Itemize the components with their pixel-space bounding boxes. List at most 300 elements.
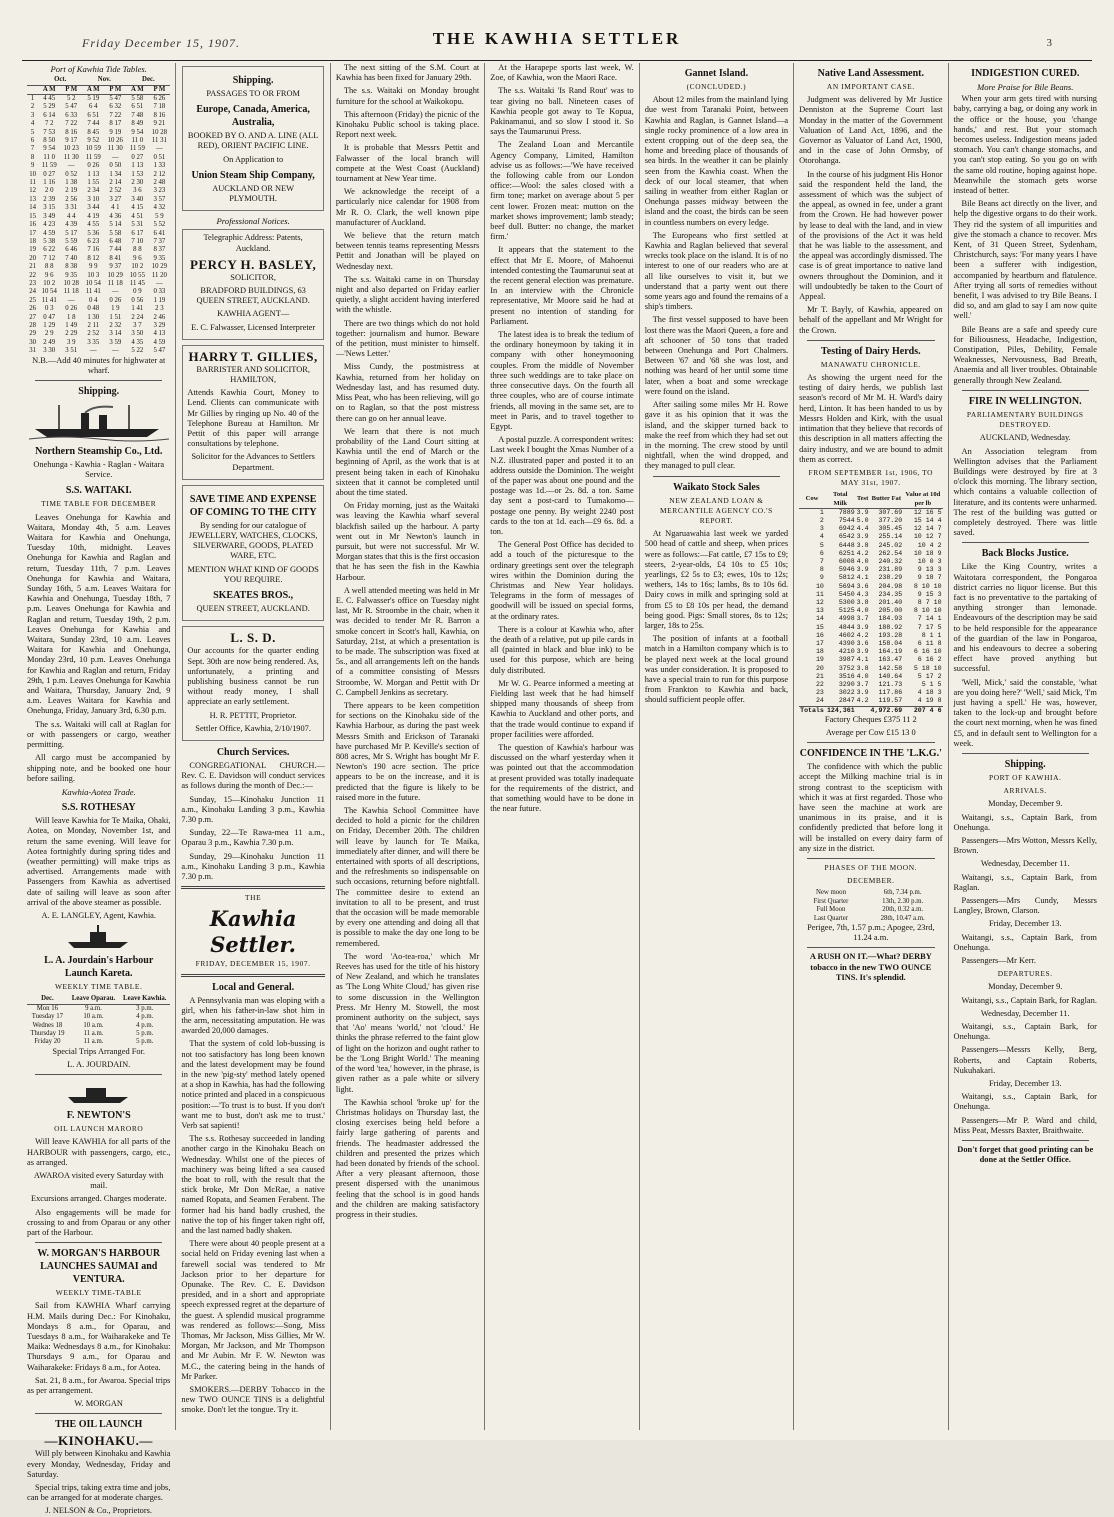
tide-cell: 1 55 <box>87 179 100 187</box>
tide-cell: 24 <box>29 288 36 296</box>
herd-cell: 305.45 <box>878 525 903 533</box>
shipping-date: Friday, December 13. <box>989 919 1062 929</box>
skeates-heading: SAVE TIME AND EXPENSE OF COMING TO THE CITY <box>189 493 317 518</box>
skeates-ad <box>182 485 323 621</box>
tide-cell: — <box>111 153 119 161</box>
tide-cell: 2 39 <box>43 195 56 203</box>
herd-cell: 231.89 <box>878 566 903 574</box>
herd-cell: 238.29 <box>878 574 903 582</box>
excursions-note: Excursions arranged. Charges moderate. <box>30 1194 167 1204</box>
tide-cell: 1 30 <box>87 313 100 321</box>
tide-cell: 10 29 <box>151 263 168 271</box>
herd-cell: 4.3 <box>856 590 869 598</box>
stock-sales-heading: Waikato Stock Sales <box>673 481 760 493</box>
tide-cell: 3 57 <box>153 195 166 203</box>
shipping-date: Wednesday, December 11. <box>980 859 1070 869</box>
tide-cell: 3 31 <box>65 204 78 212</box>
herd-cell: 7 <box>819 557 824 565</box>
tide-column-header: P M <box>60 85 82 94</box>
news-item: We believe that the return match between tennis teams representing Messrs Pettit and Jonathan will be played on Wednesday next. <box>335 231 480 271</box>
news-item: A well attended meeting was held in Mr E. C. Falwasser's office on Tuesday night last, Mr R. Stroombe in the chair, when it was decided to tender Mr R. Barron a smoke concert in Scott's hall, Kawhia, on Saturday, 21st, at which a presentation is to be made. The subscription was fixed at 5s., and all arrangements left on the hands of a committee consisting of Messrs Stroombe, W. Morgan and Pettit with Dr C. Campbell Jenkins as secretary. <box>335 585 480 697</box>
basley-ad <box>182 229 323 339</box>
shipping-entry: Waitangi, s.s., Captain Bark, for Onehunga. <box>953 1022 1097 1042</box>
herd-cell: 4.2 <box>856 697 869 705</box>
column-6 <box>794 63 948 1430</box>
column-2 <box>176 63 330 1430</box>
herd-cell: 4.1 <box>856 656 869 664</box>
tide-cell: 9 <box>30 162 35 170</box>
shipping-passengers: Passengers—Mr Kerr. <box>961 956 1036 966</box>
average-per-cow: Average per Cow £15 13 0 <box>825 728 916 737</box>
tide-cell: 4 <box>30 120 35 128</box>
news-item: The Zealand Loan and Mercantile Agency Company, Limited, Hamilton advise us as follows:—'We have received the following cable from our London office:—Wool: the sales closed with a firm tone; market on average about 5 per cent lower. Frozen meat: mutton on the market shows improvement; lamb steady; beef dull. Butter: no change, the market firm.' <box>490 140 634 242</box>
tide-cell: 0 50 <box>109 162 122 170</box>
tide-cell: 2 49 <box>43 338 56 346</box>
tide-column-header: A M <box>126 85 148 94</box>
timetable-column-header: Leave Kawhia. <box>119 995 170 1004</box>
herd-cell: 3.6 <box>856 582 869 590</box>
table-row <box>799 566 942 574</box>
table-row <box>27 95 170 104</box>
table-row <box>27 330 170 338</box>
news-item: The s.s. Waitaki 'Is Rand Rout' was to tear giving no ball. Nineteen cases of Kawhia people got away to Te Kopua, Pakinamanui, and so slow I stood it. So says the Taumarunui Press. <box>490 86 634 137</box>
herd-cell: 8 <box>819 566 824 574</box>
jourdain-heading: L. A. Jourdain's Harbour Launch Kareta. <box>44 955 154 980</box>
tide-cell: 26 <box>29 305 36 313</box>
herd-cell: 19 <box>815 656 824 664</box>
herd-cell: 3.8 <box>856 664 869 672</box>
timetable-cell: 5 p.m. <box>136 1029 154 1037</box>
tide-cell: 7 48 <box>131 111 144 119</box>
tide-cell: 2 52 <box>87 330 100 338</box>
timetable-cell: 5 p.m. <box>136 1038 154 1046</box>
herd-cell: 4 19 8 <box>917 697 942 705</box>
tide-cell: 2 24 <box>131 313 144 321</box>
herd-cell: 204.98 <box>878 582 903 590</box>
column-7 <box>949 63 1102 1430</box>
barrister-label: BARRISTER AND SOLICITOR, HAMILTON, <box>196 364 310 385</box>
kinohaku-body: Will ply between Kinohaku and Kawhia every Monday, Wednesday, Friday and Saturday. <box>27 1449 171 1479</box>
tide-cell: — <box>67 296 75 304</box>
local-item: A Pennsylvania man was eloping with a girl, when his father-in-law shot him in the arm, necessitating amputation. He was awarded 20,000 damages. <box>181 995 325 1036</box>
tide-cell: 1 51 <box>109 313 122 321</box>
herd-cell: 1 <box>819 508 824 516</box>
timetable-body: Leaves Onehunga for Kawhia and Waitara, Monday 4th, 5 a.m. Leaves Waitara for Kawhia and Onehunga, Tuesday 10th, midnight. Leaves Onehunga for Kawhia and Raglan and return, Tuesday 11th, 7 p.m. Leaves Onehunga for Kawhia and Waitara, Sunday 16th, 5 a.m. Leaves Waitara for Kawhia and Onehunga, Tuesday 18th, 7 p.m. Leaves Onehunga for Kawhia and Raglan and return, Tuesday 19th, 2 p.m. Leaves Onehunga for Kawhia and Waitara, Sunday 23rd, 10 a.m. Leaves Waitara for Kawhia and Onehunga, Monday 23rd, 10 p.m. Leaves Onehunga for Kawhia and Raglan and return, Friday 29th, 1 p.m. Leaves Onehunga for Kawhia and Waitara, Thursday, January 2nd, 9 a.m. Leaves Waitara for Kawhia and Onehunga, Friday, January 3rd, 6.30 p.m. <box>27 512 171 716</box>
news-item: A postal puzzle. A correspondent writes: Last week I bought the Xmas Number of a N.Z. illustrated paper and posted it to an address outside the Dominion. The weight of the paper was about one pound and the postage was 1d.—or 2s. 8d. a ton. Same day sent a post-card to Tumakomo—postage one penny. By weight 2240 post cards to the ton at 1d. each—£9 6s. 8d. a ton. <box>490 435 634 536</box>
tide-cell: 9 19 <box>109 128 122 136</box>
december-heading: DECEMBER. <box>847 876 895 886</box>
news-item: We acknowledge the receipt of a particularly nice calendar for 1908 from Mr R. O. Clark, the well known pipe manufacturer of Auckland. <box>335 187 480 227</box>
tide-cell: 11 30 <box>63 153 79 161</box>
news-item: The General Post Office has decided to add a touch of the picturesque to the ordinary greetings sent over the telegraph wires within the Dominion during the Christmas and New Year holidays. Telegrams in the form of messages of goodwill will be issued on special forms, at the ordinary rates. <box>490 540 634 621</box>
herd-cell: 15 14 4 <box>913 516 942 524</box>
tide-cell: 4 19 <box>87 212 100 220</box>
herd-cell: 3987 <box>838 656 855 664</box>
herd-cell: 4390 <box>838 639 855 647</box>
article-paragraph: As showing the urgent need for the testing of dairy herds, we publish last season's record of Mr M. H. Ward's dairy herd, Linton. It has been handed to us by Messrs Holden and Kirk, with the usual intimation that they believe that records of this description in all matters affecting the dairy industry, and we are bound to admit them as correct. <box>799 373 943 464</box>
timetable-cell: Tuesday 17 <box>31 1013 64 1021</box>
timetable-note-2: All cargo must be accompanied by shipping note, and be booked one hour before sailing. <box>27 753 171 783</box>
tide-cell: 6 4 <box>89 103 98 111</box>
tide-cell: 3 15 <box>43 204 56 212</box>
tide-cell: 11 20 <box>151 271 167 279</box>
tide-cell: 4 1 <box>111 204 120 212</box>
church-heading: Church Services. <box>216 746 290 758</box>
confidence-heading: CONFIDENCE IN THE 'L.K.G.' <box>799 748 942 760</box>
shipping-entry: Waitangi, s.s., Captain Bark, from Raglan. <box>953 872 1097 892</box>
dairy-herds-heading: Testing of Dairy Herds. <box>821 345 921 357</box>
herd-cell: 193.28 <box>878 631 903 639</box>
timetable-cell: Wednes 18 <box>32 1021 63 1029</box>
herd-cell: 5450 <box>838 590 855 598</box>
tide-cell: 7 22 <box>109 111 122 119</box>
tide-cell: 9 6 <box>133 254 142 262</box>
tide-cell: 11 18 <box>63 288 79 296</box>
nsc-route: Onehunga - Kawhia - Raglan - Waitara Service. <box>33 460 165 480</box>
tide-cell: 5 58 <box>109 229 122 237</box>
herd-cell: 20 <box>815 664 824 672</box>
table-row <box>27 112 170 120</box>
tide-cell: 28 <box>29 321 36 329</box>
tide-cell: 9 21 <box>153 120 166 128</box>
herd-cell: 307.69 <box>878 508 903 516</box>
printing-notice: Don't forget that good printing can be done at the Settler Office. <box>957 1145 1094 1165</box>
tide-cell: 1 13 <box>87 170 100 178</box>
herd-total-cell: Totals <box>800 706 824 714</box>
herd-cell: 3.9 <box>856 623 869 631</box>
tide-cell: 11 59 <box>129 145 145 153</box>
arrivals-heading: ARRIVALS. <box>1003 786 1047 796</box>
columns <box>22 63 1102 1516</box>
solicitor-label: SOLICITOR, <box>230 272 276 282</box>
timetable-note: The s.s. Waitaki will call at Raglan for or with passengers or cargo, weather permitting. <box>27 719 171 750</box>
tide-cell: 5 29 <box>43 103 56 111</box>
tide-cell: 5 14 <box>109 221 122 229</box>
herd-cell: 15 <box>815 623 824 631</box>
launch-timetable <box>27 995 170 1046</box>
tide-cell: 8 8 <box>44 263 54 271</box>
tide-cell: 23 <box>29 279 36 287</box>
herd-cell: 4 <box>819 533 824 541</box>
herd-cell: 164.19 <box>878 648 903 656</box>
tide-cell: 9 37 <box>109 263 122 271</box>
tide-cell: 8 49 <box>131 120 144 128</box>
tide-cell: 10 3 <box>87 271 100 279</box>
news-item: The s.s. Waitaki came in on Thursday night and also departed on Friday earlier quietly, a slight accident having interfered with the whistle. <box>335 274 480 315</box>
tide-cell: 5 47 <box>153 347 166 355</box>
news-item: The question of Kawhia's harbour was discussed on the wharf yesterday when it was pointed out that the accommodation at present provided was totally inadequate for the requirements of the district, and that something would have to be done in the near future. <box>490 743 634 814</box>
table-row <box>27 263 170 271</box>
kawhia-aotea-heading: Kawhia-Aotea Trade. <box>61 786 136 797</box>
morgan-signature: W. MORGAN <box>74 1399 123 1409</box>
herd-column-header: Butter Fat <box>870 491 904 508</box>
tide-cell: 9 35 <box>65 271 78 279</box>
gannet-concluded: (CONCLUDED.) <box>686 82 747 91</box>
herd-total-cell <box>856 706 870 715</box>
tide-cell: 0 4 <box>89 296 98 304</box>
herd-cell: 8 1 1 <box>921 631 942 639</box>
telegraphic-address: Telegraphic Address: Patents, Auckland. <box>203 233 303 253</box>
news-item: At the Harapepe sports last week, W. Zoe, of Kawhia, won the Maori Race. <box>490 63 634 83</box>
herd-cell: 2847 <box>838 697 855 705</box>
tide-cell: 10 54 <box>85 279 101 287</box>
weekly-timetable-heading-2: WEEKLY TIME-TABLE <box>55 1288 142 1298</box>
shipping-entry: Waitangi, s.s., Captain Bark, from Onehunga. <box>953 812 1097 832</box>
application-label: On Application to <box>223 154 284 164</box>
tide-cell: 7 53 <box>43 128 56 136</box>
herd-cell: 377.20 <box>878 516 903 524</box>
shipping-entry: Waitangi, s.s., Captain Bark, for Onehunga. <box>953 1092 1097 1112</box>
timetable-cell: Thursday 19 <box>30 1029 65 1037</box>
table-row <box>27 1030 170 1038</box>
tide-cell: 7 44 <box>87 120 100 128</box>
moon-cell: Full Moon <box>816 906 846 914</box>
tide-cell: 6 51 <box>131 103 144 111</box>
paper-date: FRIDAY, DECEMBER 15, 1907. <box>195 959 311 969</box>
tide-cell: 2 30 <box>131 179 144 187</box>
table-row <box>27 137 170 145</box>
tide-cell: 11 41 <box>41 296 57 304</box>
tide-cell: 0 33 <box>153 288 166 296</box>
tide-cell: 7 10 <box>131 237 144 245</box>
herd-cell: 7 17 5 <box>917 623 942 631</box>
steamship-icon <box>29 401 169 441</box>
herd-cell: 5812 <box>838 574 855 582</box>
shipping-date: Friday, December 13. <box>989 1079 1062 1089</box>
jourdain-signature: L. A. JOURDAIN. <box>67 1059 131 1069</box>
herd-cell: 3.9 <box>856 508 869 516</box>
dairy-source: MANAWATU CHRONICLE. <box>820 359 921 369</box>
table-row <box>27 145 170 153</box>
tide-cell: — <box>111 288 119 296</box>
table-row <box>799 550 942 558</box>
tide-cell: 6 33 <box>65 111 78 119</box>
local-item: There were about 40 people present at a social held on Friday evening last when a farewell social was tendered to Mr Jackson prior to her departure for Opunake. The Rev. C. E. Davidson presided, and in a short and appropriate speech expressed regret at the departure of the guest. A splendid musical programme was rendered as follows:—Song, Miss Thomas, Mr Jackson, Miss Gillies, Mr W. Morgan, Mr Jackson, and Mr Thompson and Mr Aubin. Mr F. W. Newton was M.C., the catering being in the hands of Mr Parker. <box>181 1239 325 1381</box>
news-item: Mr W. G. Pearce informed a meeting at Fielding last week that he had himself shipped many thousands of sheep from Kawhia to Auckland and other ports, and that the trade would continue to expand if proper facilities were afforded. <box>490 678 634 739</box>
launch-icon <box>64 1079 134 1105</box>
herd-cell: 9 13 3 <box>917 566 942 574</box>
tide-cell: 11 0 <box>131 137 144 145</box>
timetable-cell: 4 p.m. <box>136 1013 154 1021</box>
tide-cell: 3 23 <box>153 187 166 195</box>
news-item: There are two things which do not hold together: journalism and humor. Beware of the petition, must minister to himself.—'News Letter.' <box>335 318 480 359</box>
timetable-cell: Mon 16 <box>36 1004 59 1012</box>
herd-cell: 18 <box>815 648 824 656</box>
church-body: CONGREGATIONAL CHURCH.—Rev. C. E. Davidson will conduct services as follows during the month of Dec.:— <box>181 760 325 791</box>
tide-cell: 0 26 <box>109 296 122 304</box>
passages-label: PASSAGES TO OR FROM <box>206 89 300 98</box>
tide-cell: 6 23 <box>87 237 100 245</box>
tide-cell: 1 34 <box>109 170 122 178</box>
tide-column-header: A M <box>82 85 104 94</box>
tide-cell: 0 27 <box>43 170 56 178</box>
shipping-passengers: Passengers—Mrs Cundy, Messrs Langley, Brown, Clarson. <box>953 896 1097 916</box>
tide-cell: 5 47 <box>109 95 122 103</box>
article-paragraph: Bile Beans act directly on the liver, and help the digestive organs to do their work. They rid the system of all impurities and give the stomach a chance to recover. Mrs Kent, of 31 Queen Street, Sydenham, Christchurch, says: 'For many years I have been a sufferer with indigestion, accompanied by heartburn and flatulence. After trying all sorts of remedies without benefit, I was advised to try Bile Beans. I did so, and am glad to say I am now quite well.' <box>953 199 1097 321</box>
tide-cell: 9 35 <box>153 254 166 262</box>
news-item: The latest idea is to break the tedium of the ordinary honeymoon by taking it in company with other honeymooning couples. From the middle of November three such weddings are to take place on three consecutive days. On the fourth all three couples, who are of course intimate friends, all moving in the same set, are to meet in Paris, and to travel together to Egypt. <box>490 330 634 431</box>
tide-cell: 10 59 <box>85 145 101 153</box>
herd-cell: 188.92 <box>878 623 903 631</box>
tide-month: Oct. <box>38 76 82 85</box>
langley-signature: A. E. LANGLEY, Agent, Kawhia. <box>41 910 156 920</box>
herd-cell: 4.4 <box>856 525 869 533</box>
tide-cell: 15 <box>29 212 36 220</box>
tide-note: N.B.—Add 40 minutes for highwater at wharf. <box>32 355 166 375</box>
tide-cell: 6 32 <box>109 103 122 111</box>
table-row <box>27 246 170 254</box>
tide-cell: 18 <box>29 237 36 245</box>
herd-cell: 245.02 <box>878 541 903 549</box>
tide-cell: 9 54 <box>43 145 56 153</box>
herd-cell: 4.0 <box>856 607 869 615</box>
tide-cell: 0 48 <box>87 305 100 313</box>
table-row <box>799 591 942 599</box>
tide-cell: 5 9 <box>155 212 164 220</box>
tide-cell: 8 41 <box>109 254 122 262</box>
rothesay-body: Will leave Kawhia for Te Maika, Ohaki, Aotea, on Monday, November 1st, and return the same evening. Will leave for Aotea fortnightly during spring tides and (weather permitting) will make trips as advertised. Arrangements made with Passengers from Kawhia as advertised date of sailing will leave as soon after arrival of the above steamer as possible. <box>27 816 171 907</box>
herd-cell: 3.7 <box>856 680 869 688</box>
tide-cell: 11 59 <box>85 153 101 161</box>
herd-cell: 5.0 <box>856 516 869 524</box>
herd-cell: 8 10 10 <box>913 582 942 590</box>
tide-cell: 2 32 <box>109 321 122 329</box>
issue-date: Friday December 15, 1907. <box>82 36 240 50</box>
herd-cell: 201.40 <box>878 598 903 606</box>
timetable-cell: 3 p.m. <box>136 1004 154 1012</box>
table-row <box>799 583 942 591</box>
news-item: The next sitting of the S.M. Court at Kawhia has been fixed for January 29th. <box>335 63 480 83</box>
tide-cell: 1 38 <box>65 179 78 187</box>
table-row <box>799 607 942 615</box>
news-item: Miss Cundy, the postmistress at Kawhia, returned from her holiday on Wednesday last, and has resumed duty. Miss Peat, who has been relieving, will go on to Raglan, so that the post mistress there can go on her annual leave. <box>335 362 480 423</box>
tide-cell: 3 30 <box>43 347 56 355</box>
tide-cell: 10 23 <box>63 145 79 153</box>
table-row <box>27 221 170 229</box>
tide-cell: 5 17 <box>65 229 78 237</box>
herd-cell: 240.32 <box>878 557 903 565</box>
table-row <box>799 697 942 706</box>
indigestion-heading: INDIGESTION CURED. <box>971 68 1080 79</box>
table-row <box>27 213 170 221</box>
herd-column-header: Test <box>856 491 870 508</box>
herd-cell: 6 <box>819 549 824 557</box>
table-row <box>27 129 170 137</box>
herd-cell: 4 18 3 <box>917 689 942 697</box>
masthead <box>22 0 1092 61</box>
tide-cell: 6 26 <box>153 95 166 103</box>
herd-cell: 12 <box>815 598 824 606</box>
herd-cell: 158.04 <box>878 639 903 647</box>
article-paragraph: An Association telegram from Wellington advises that the Parliament Buildings were destroyed by fire at 3 o'clock this morning. The library section, which contains a valuable collection of literature, and its contents were unharmed. The rest of the building was gutted or completely destroyed. There was little saved. <box>953 446 1097 538</box>
herd-cell: 3.9 <box>856 648 869 656</box>
tide-cell: 1 19 <box>153 296 166 304</box>
table-row <box>799 508 942 517</box>
tide-cell: 8 50 <box>43 137 56 145</box>
tide-cell: 9 52 <box>87 137 100 145</box>
tide-cell: 4 59 <box>43 229 56 237</box>
tide-cell: 8 16 <box>65 128 78 136</box>
morgan-body: Sail from KAWHIA Wharf carrying H.M. Mails during Dec.: For Kinohaku, Mondays 8 a.m., for Oparau, and Tuesdays 8 a.m., for Waiharakeke and Te Maika: Wednesdays 8 a.m., for Kinohaku: Thursdays 9 a.m., for Oparau and Waiharakeke: Fridays 8 a.m., for Aotea. <box>27 1301 171 1372</box>
table-row <box>27 1022 170 1030</box>
herd-cell: 255.14 <box>878 533 903 541</box>
herd-cell: 3516 <box>838 672 855 680</box>
paper-the: THE <box>245 893 262 903</box>
tide-cell: 7 44 <box>109 246 122 254</box>
tide-cell: 4 39 <box>65 221 78 229</box>
table-row <box>799 615 942 623</box>
back-blocks-heading: Back Blocks Justice. <box>981 548 1069 560</box>
tide-cell: 11 18 <box>107 279 123 287</box>
shipping-heading: Shipping. <box>1004 758 1046 770</box>
tide-cell: 17 <box>29 229 36 237</box>
herd-cell: 184.93 <box>878 615 903 623</box>
departures-heading: DEPARTURES. <box>997 969 1053 979</box>
table-row <box>799 542 942 550</box>
herd-cell: 12 14 7 <box>913 525 942 533</box>
tide-cell: 10 28 <box>63 279 79 287</box>
tide-cell: 9 9 <box>89 263 98 271</box>
tide-cell: 10 54 <box>41 288 57 296</box>
herd-cell: 5 1 5 <box>921 680 942 688</box>
herd-cell: 10 18 9 <box>913 549 942 557</box>
herd-cell: 5300 <box>838 598 855 606</box>
shipping-passengers: Passengers—Mr P. Ward and child, Miss Peat, Messrs Baxter, Braithwaite. <box>953 1115 1097 1135</box>
table-row <box>799 574 942 582</box>
tide-cell: 10 55 <box>129 271 145 279</box>
table-row <box>27 305 170 313</box>
tide-cell: 2 46 <box>153 313 166 321</box>
tide-cell: 4 15 <box>131 204 144 212</box>
table-row <box>799 640 942 648</box>
tide-cell: 6 14 <box>43 111 56 119</box>
herd-cell: 5946 <box>838 566 855 574</box>
herd-cell: 3 <box>819 525 824 533</box>
herd-cell: 5 17 2 <box>917 672 942 680</box>
local-item: The s.s. Rothesay succeeded in landing another cargo in the Kinohaku Beach on Wednesday. Whilst one of the pieces of machinery was being lifted a sea caused the boat to roll, with the result that the stick broke, Mr Don McRae, a native named Ropata, and Seamen Ferabent. The former had his hand badly crushed, the native the top of his finger taken right off, and the last named badly shaken. <box>181 1134 325 1236</box>
table-row <box>27 187 170 195</box>
article-paragraph: In the course of his judgment His Honor said the respondent held the land, the assessment of which was the subject of the appeal, as owned in fee, under a grant from the Crown. He had however power by lease to deal with the land, and in view of the provisions of the Act it was held that he was liable to the assessment, and the appeal was accordingly dismissed. The case is of great importance to native land owners throughout the Dominion, and it will undoubtedly be taken to the Court of Appeal. <box>799 169 943 302</box>
table-row <box>27 339 170 347</box>
bile-beans-subheading: More Praise for Bile Beans. <box>977 82 1074 92</box>
article-paragraph: Like the King Country, writes a Waitotara correspondent, the Pongaroa district carries no liquor license. But this fact is no preventative to the partaking of anything stronger than lemonade. Endeavours of the description may be said to be held responsible for the appearance of the guardian of the law in Pongaroa, and his endeavours to decree a sobering effect have proved anything but successful. <box>953 562 1097 674</box>
tide-cell: 16 <box>29 221 36 229</box>
article-paragraph: The position of infants at a football match in a Hamilton company which is to be played next week at the local ground was under consideration. It is proposed to have a special train to run for this purpose from Frankton to Kawhia and back, should sufficient people offer. <box>644 634 789 705</box>
tide-cell: 0 51 <box>153 153 166 161</box>
rush-ad: A RUSH ON IT.—What? DERBY tobacco in the new TWO OUNCE TINS. It's splendid. <box>809 952 932 982</box>
table-row <box>799 648 942 656</box>
herd-cell: 3.8 <box>856 541 869 549</box>
table-row <box>27 272 170 280</box>
tide-cell: 1 33 <box>153 162 166 170</box>
article-paragraph: The first vessel supposed to have been lost there was the Maori Queen, a fore and aft schooner of 50 tons that traded between Onehunga and Port Chalmers. Between '67 and '68 she was lost, and nothing was heard of her until some time later, when a boat and some wreckage were found on the island. <box>644 315 789 396</box>
tide-cell: 8 8 <box>133 246 142 254</box>
herd-cell: 8 7 10 <box>917 598 942 606</box>
tide-cell: — <box>155 145 163 153</box>
nsc-title: Northern Steamship Co., Ltd. <box>35 446 163 458</box>
herd-cell: 205.00 <box>878 607 903 615</box>
timetable-heading: TIME TABLE FOR DECEMBER <box>41 499 157 509</box>
tide-cell: 14 <box>29 204 36 212</box>
lsd-heading: L. S. D. <box>230 630 276 646</box>
union-company: Union Steam Ship Company, <box>191 169 315 181</box>
fire-dateline: AUCKLAND, Wednesday. <box>979 433 1071 443</box>
herd-cell: 6542 <box>838 533 855 541</box>
herd-cell: 2 <box>819 516 824 524</box>
herd-cell: 14 <box>815 615 824 623</box>
tide-cell: 2 <box>30 103 35 111</box>
tide-cell: 3 6 <box>133 187 142 195</box>
